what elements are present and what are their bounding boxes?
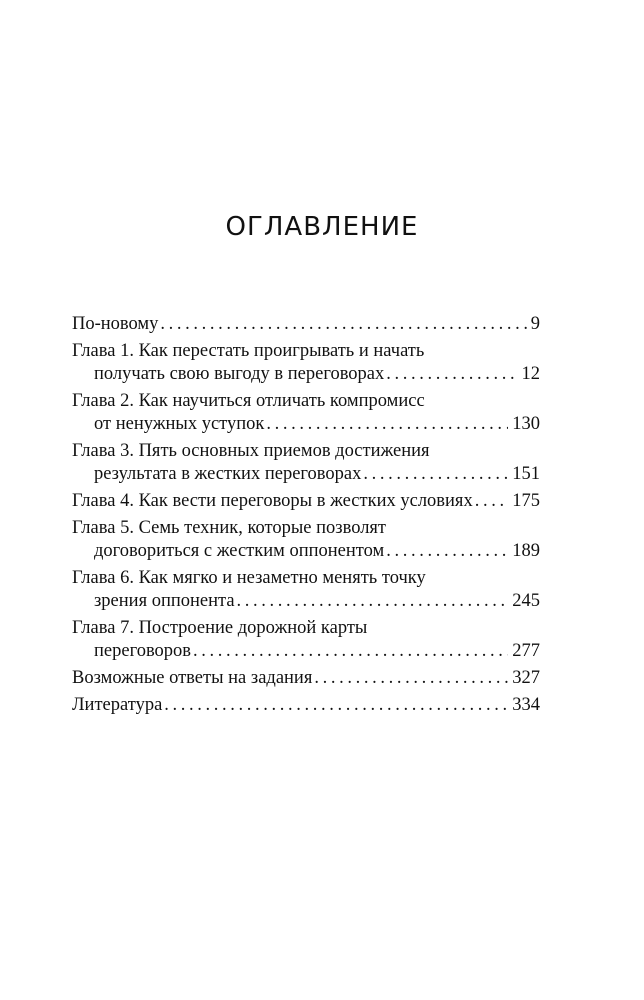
toc-entry-title: Глава 2. Как научиться отличать компромисс bbox=[72, 391, 425, 411]
toc-entry bbox=[72, 490, 540, 513]
toc-entry-title: зрения оппонента bbox=[94, 591, 235, 611]
toc-entry-title: переговоров bbox=[94, 641, 192, 661]
toc-entry-line bbox=[72, 517, 540, 540]
toc-entry-line bbox=[72, 440, 540, 463]
dot-leader bbox=[164, 694, 508, 717]
table-of-contents bbox=[72, 313, 540, 721]
toc-entry-title: Глава 6. Как мягко и незаметно менять точку bbox=[72, 568, 426, 588]
dot-leader bbox=[160, 313, 526, 336]
toc-entry-title: Литература bbox=[72, 695, 163, 715]
toc-entry-line bbox=[72, 617, 540, 640]
toc-page-number: 327 bbox=[512, 668, 540, 688]
toc-entry-line bbox=[72, 363, 540, 386]
toc-page-number: 277 bbox=[512, 641, 540, 661]
dot-leader bbox=[314, 667, 508, 690]
dot-leader bbox=[386, 363, 517, 386]
toc-page-number: 175 bbox=[512, 491, 540, 511]
toc-entry-line bbox=[72, 413, 540, 436]
dot-leader bbox=[266, 413, 508, 436]
dot-leader bbox=[363, 463, 508, 486]
toc-page-number: 12 bbox=[521, 364, 540, 384]
toc-page-number: 130 bbox=[512, 414, 540, 434]
toc-entry-line bbox=[72, 490, 540, 513]
dot-leader bbox=[475, 490, 509, 513]
toc-entry-line bbox=[72, 390, 540, 413]
toc-page-number: 245 bbox=[512, 591, 540, 611]
toc-entry bbox=[72, 617, 540, 663]
toc-page-number: 334 bbox=[512, 695, 540, 715]
toc-entry-title: договориться с жестким оппонентом bbox=[94, 541, 385, 561]
toc-entry-line bbox=[72, 340, 540, 363]
dot-leader bbox=[386, 540, 508, 563]
toc-heading: ОГЛАВЛЕНИЕ bbox=[225, 212, 419, 242]
toc-entry-line bbox=[72, 667, 540, 690]
toc-entry bbox=[72, 340, 540, 386]
toc-entry bbox=[72, 390, 540, 436]
toc-entry bbox=[72, 567, 540, 613]
toc-entry-title: Глава 3. Пять основных приемов достижения bbox=[72, 441, 430, 461]
toc-entry-line bbox=[72, 313, 540, 336]
toc-entry-line bbox=[72, 640, 540, 663]
toc-entry bbox=[72, 667, 540, 690]
dot-leader bbox=[237, 590, 509, 613]
toc-page-number: 151 bbox=[512, 464, 540, 484]
toc-entry-line bbox=[72, 540, 540, 563]
toc-entry-title: Возможные ответы на задания bbox=[72, 668, 313, 688]
toc-entry-title: результата в жестких переговорах bbox=[94, 464, 362, 484]
toc-page-number: 9 bbox=[530, 314, 540, 334]
toc-entry-line bbox=[72, 567, 540, 590]
toc-entry bbox=[72, 313, 540, 336]
toc-entry-title: от ненужных уступок bbox=[94, 414, 265, 434]
toc-entry-title: Глава 1. Как перестать проигрывать и начать bbox=[72, 341, 425, 361]
toc-entry-title: получать свою выгоду в переговорах bbox=[94, 364, 385, 384]
dot-leader bbox=[193, 640, 508, 663]
toc-entry-line bbox=[72, 463, 540, 486]
toc-entry bbox=[72, 440, 540, 486]
toc-entry-title: По-новому bbox=[72, 314, 159, 334]
toc-page-number: 189 bbox=[512, 541, 540, 561]
toc-entry bbox=[72, 694, 540, 717]
toc-entry-line bbox=[72, 694, 540, 717]
toc-entry-title: Глава 4. Как вести переговоры в жестких условиях bbox=[72, 491, 473, 511]
toc-entry bbox=[72, 517, 540, 563]
toc-entry-line bbox=[72, 590, 540, 613]
toc-entry-title: Глава 5. Семь техник, которые позволят bbox=[72, 518, 387, 538]
toc-entry-title: Глава 7. Построение дорожной карты bbox=[72, 618, 368, 638]
